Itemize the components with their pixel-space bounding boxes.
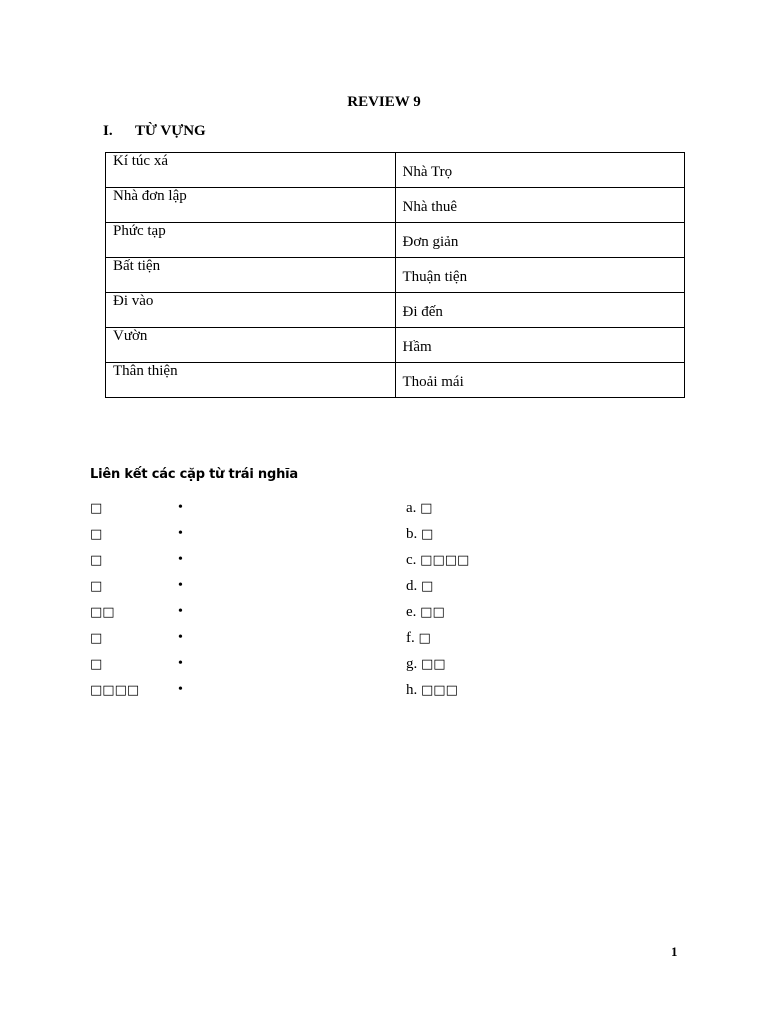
vocab-cell-right: Hầm [395, 328, 685, 363]
vocab-table [105, 152, 685, 398]
matching-option-text: □ [420, 500, 433, 516]
matching-bullet[interactable]: • [178, 656, 183, 671]
matching-bullet[interactable]: • [178, 604, 183, 619]
vocab-cell-left: Bất tiện [106, 258, 396, 293]
matching-option-letter: e. [406, 603, 417, 620]
matching-option-text: □ [421, 578, 434, 594]
matching-row [90, 495, 590, 521]
matching-term: □□ [90, 604, 115, 620]
matching-option [406, 578, 433, 595]
vocab-cell-right: Thuận tiện [395, 258, 685, 293]
matching-option-letter: c. [406, 551, 417, 568]
matching-option-text: □□ [420, 604, 445, 620]
vocab-row [106, 328, 685, 363]
vocab-cell-left: Đi vào [106, 293, 396, 328]
matching-option-letter: b. [406, 525, 418, 542]
vocab-cell-left: Vườn [106, 328, 396, 363]
matching-option-text: □□□□ [420, 552, 470, 568]
matching-option-letter: h. [406, 681, 418, 698]
matching-term: □ [90, 500, 103, 516]
vocab-cell-left: Nhà đơn lập [106, 188, 396, 223]
vocab-row [106, 258, 685, 293]
matching-bullet[interactable]: • [178, 630, 183, 645]
matching-heading: Liên kết các cặp từ trái nghĩa [90, 467, 298, 482]
matching-option-text: □□□ [421, 682, 458, 698]
vocab-cell-right: Thoải mái [395, 363, 685, 398]
matching-option-text: □□ [421, 656, 446, 672]
matching-list [90, 495, 590, 703]
matching-row [90, 547, 590, 573]
matching-row [90, 599, 590, 625]
matching-option-letter: a. [406, 499, 417, 516]
matching-option [406, 682, 458, 699]
page-title: REVIEW 9 [347, 94, 421, 110]
vocab-cell-right: Đi đến [395, 293, 685, 328]
matching-term: □□□□ [90, 682, 140, 698]
matching-row [90, 521, 590, 547]
matching-option-text: □ [418, 630, 431, 646]
vocab-row [106, 293, 685, 328]
vocab-row [106, 363, 685, 398]
vocab-row [106, 153, 685, 188]
matching-option [406, 500, 432, 517]
matching-bullet[interactable]: • [178, 526, 183, 541]
matching-bullet[interactable]: • [178, 682, 183, 697]
matching-option [406, 604, 445, 621]
matching-option-letter: g. [406, 655, 418, 672]
vocab-cell-right: Đơn giản [395, 223, 685, 258]
matching-option [406, 656, 446, 673]
matching-bullet[interactable]: • [178, 578, 183, 593]
matching-row [90, 677, 590, 703]
vocab-cell-left: Kí túc xá [106, 153, 396, 188]
matching-option [406, 526, 433, 543]
matching-term: □ [90, 630, 103, 646]
matching-option-text: □ [421, 526, 434, 542]
matching-row [90, 651, 590, 677]
page-number: 1 [671, 944, 678, 959]
section-heading [103, 123, 206, 140]
matching-option-letter: d. [406, 577, 418, 594]
matching-option-letter: f. [406, 629, 415, 646]
vocab-row [106, 188, 685, 223]
vocab-cell-left: Phức tạp [106, 223, 396, 258]
matching-bullet[interactable]: • [178, 500, 183, 515]
vocab-cell-left: Thân thiện [106, 363, 396, 398]
matching-term: □ [90, 656, 103, 672]
vocab-cell-right: Nhà Trọ [395, 153, 685, 188]
matching-row [90, 573, 590, 599]
matching-term: □ [90, 552, 103, 568]
matching-bullet[interactable]: • [178, 552, 183, 567]
matching-option [406, 630, 431, 647]
vocab-cell-right: Nhà thuê [395, 188, 685, 223]
matching-term: □ [90, 578, 103, 594]
vocab-row [106, 223, 685, 258]
matching-term: □ [90, 526, 103, 542]
matching-option [406, 552, 469, 569]
section-number: I. [103, 123, 113, 139]
matching-row [90, 625, 590, 651]
section-title: TỪ VỰNG [135, 123, 206, 139]
